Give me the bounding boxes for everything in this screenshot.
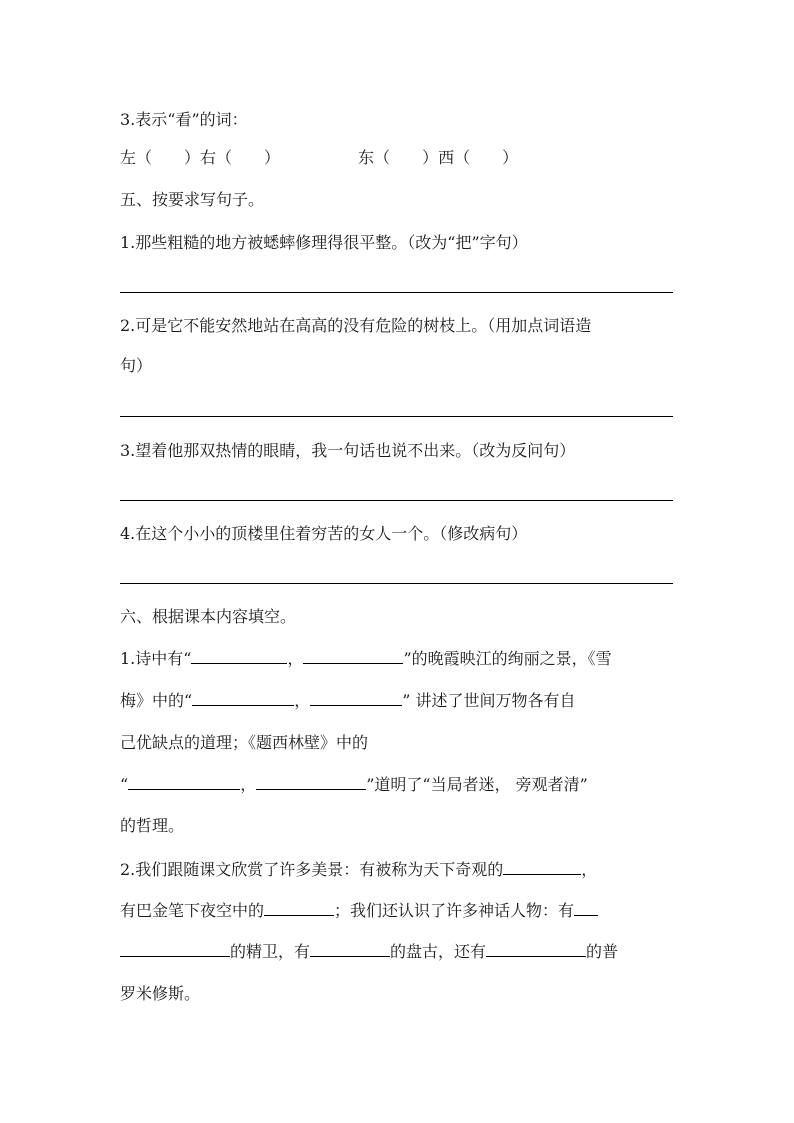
s6-p1-text: 梅》中的“	[120, 691, 193, 710]
s6-p2-line1	[120, 859, 597, 880]
s6-blank-5[interactable]	[128, 774, 240, 790]
s6-p2-text: 有巴金笔下夜空中的	[120, 901, 265, 920]
s5-item-4: 4.在这个小小的顶楼里住着穷苦的女人一个。（修改病句）	[120, 524, 528, 543]
s6-p1-text: ”道明了“当局者迷， 旁观者清”	[366, 775, 588, 794]
s6-blank-10[interactable]	[310, 941, 390, 957]
s6-p2-line4: 罗米修斯。	[120, 984, 201, 1003]
s5-item-2: 2.可是它不能安然地站在高高的没有危险的树枝上。（用加点词语造	[120, 316, 592, 335]
s5-item-1: 1.那些粗糙的地方被蟋蟀修理得很平整。（改为“把”字句）	[120, 233, 528, 252]
s6-blank-2[interactable]	[303, 648, 403, 664]
s5-answer-line-1[interactable]	[120, 292, 673, 293]
s5-item-3: 3.望着他那双热情的眼睛，我一句话也说不出来。（改为反问句）	[120, 441, 576, 460]
s6-p1-line4	[120, 774, 588, 795]
s6-p1-text: ，	[287, 649, 304, 668]
s5-answer-line-3[interactable]	[120, 500, 673, 501]
s6-blank-7[interactable]	[503, 859, 581, 875]
s6-p2-text: 的盘古，还有	[390, 942, 487, 961]
s5-answer-line-4[interactable]	[120, 583, 673, 584]
s6-p1-text: ，	[294, 691, 311, 710]
s6-p1-text: 1.诗中有“	[120, 649, 192, 668]
q3-left-end: ）	[264, 148, 281, 167]
s6-p2-line3	[120, 941, 618, 962]
s6-p1-text: “	[120, 775, 129, 794]
s6-blank-8[interactable]	[264, 900, 334, 916]
q3-blanks-row	[120, 148, 518, 168]
q3-right-prefix: 东（	[358, 148, 391, 167]
s6-blank-4[interactable]	[310, 690, 402, 706]
q3-right-end: ）	[502, 148, 519, 167]
s6-blank-11[interactable]	[486, 941, 586, 957]
s6-p1-line3: 己优缺点的道理；《题西林壁》中的	[120, 733, 369, 752]
s6-p2-text: 的精卫，有	[230, 942, 311, 961]
s6-p1-text: ，	[240, 775, 257, 794]
s6-p1-text: ”的晚霞映江的绚丽之景，《雪	[403, 649, 612, 668]
q3-title: 3.表示“看”的词：	[120, 110, 248, 129]
q3-right-mid: ）西（	[422, 148, 471, 167]
s6-blank-6[interactable]	[256, 774, 366, 790]
s6-p2-line2	[120, 900, 598, 921]
q3-left-mid: ）右（	[184, 148, 233, 167]
s6-p1-line5: 的哲理。	[120, 816, 185, 835]
s6-p2-text: ；我们还认识了许多神话人物：有	[334, 901, 575, 920]
section6-heading: 六、根据课本内容填空。	[120, 607, 297, 626]
section5-heading: 五、按要求写句子。	[120, 190, 265, 209]
s6-p2-text: ，	[581, 860, 598, 879]
s6-p2-text: 2.我们跟随课文欣赏了许多美景：有被称为天下奇观的	[120, 860, 504, 879]
s6-blank-3[interactable]	[192, 690, 294, 706]
s6-blank-9a[interactable]	[574, 900, 598, 916]
s5-answer-line-2[interactable]	[120, 416, 673, 417]
s5-item-2-cont: 句）	[120, 356, 153, 375]
s6-p1-line2	[120, 690, 575, 711]
s6-p1-line1	[120, 648, 612, 669]
s6-p2-text: 的普	[586, 942, 619, 961]
s6-blank-9b[interactable]	[120, 941, 230, 957]
q3-left-prefix: 左（	[120, 148, 153, 167]
s6-p1-text: ” 讲述了世间万物各有自	[402, 691, 576, 710]
s6-blank-1[interactable]	[191, 648, 287, 664]
